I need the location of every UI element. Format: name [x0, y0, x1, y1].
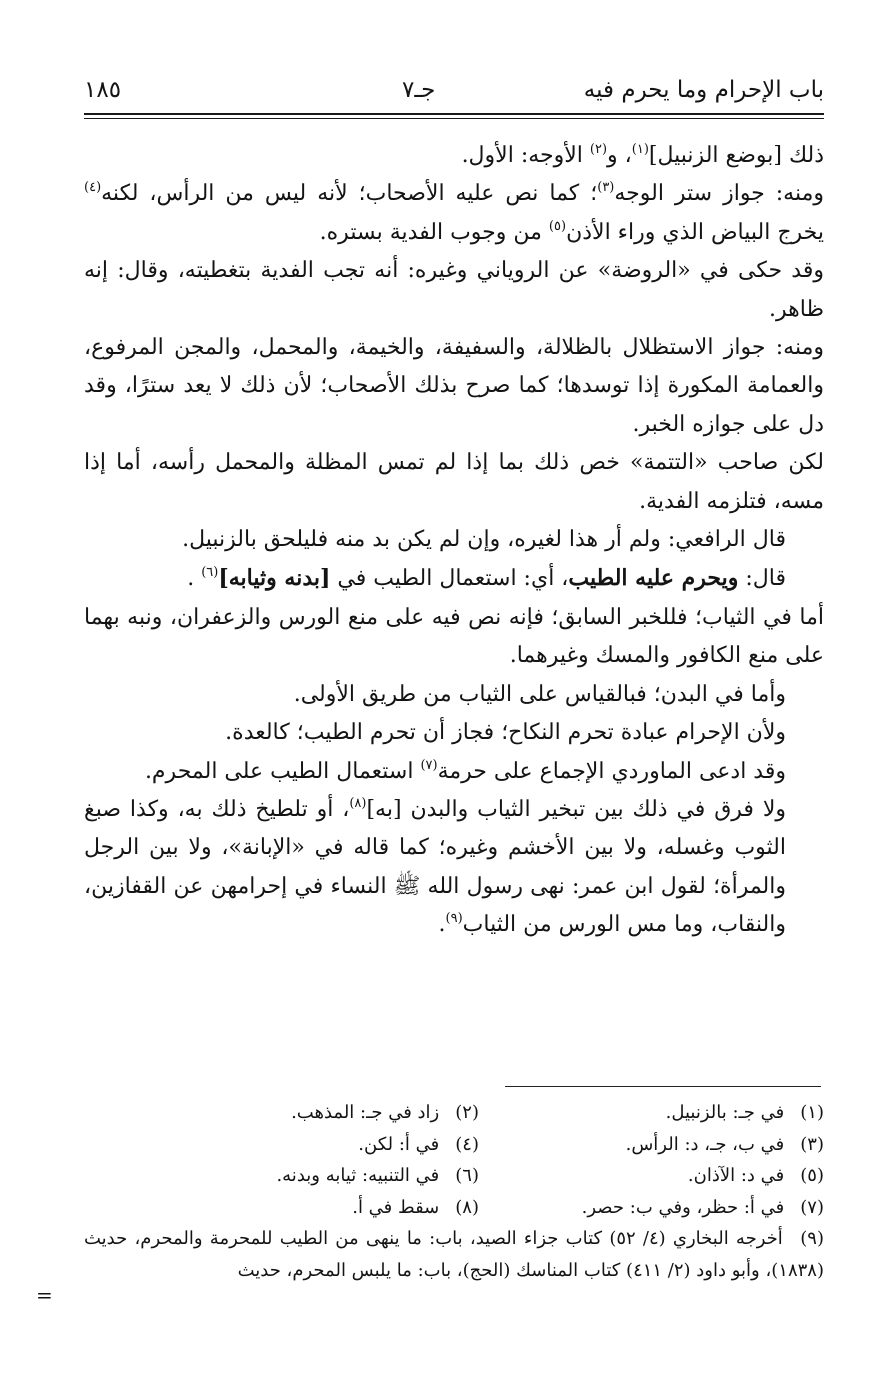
chapter-title: باب الإحرام وما يحرم فيه: [583, 77, 824, 103]
footnote-row: [84, 1192, 824, 1224]
volume-label: جـ٧: [402, 77, 436, 103]
footnote-1: (١) في جـ: بالزنبيل.: [665, 1102, 824, 1123]
header-rule-thick: [84, 113, 824, 115]
footnote-row: [84, 1160, 824, 1192]
header-rule-thin: [84, 118, 824, 119]
paragraph-1: ذلك [بوضع الزنبيل]$^{(١)}$، و$^{(٢)}$ الأوجه: الأول.: [461, 142, 824, 168]
paragraph-12: ولا فرق في ذلك بين تبخير الثياب والبدن [به]$^{(٨)}$، أو تلطيخ ذلك به، وكذا صبغ الثوب وغسله، ولا بين الأخشم وغيره؛ كما قاله في «الإبانة»، ولا بين الرجل والمرأة؛ لقول ابن عمر: نهى رسول الله ﷺ النساء في إحرامهن عن القفازين، والنقاب، وما مس الورس من الثياب$^{(٩)}$.: [84, 795, 787, 938]
footnote-row: [84, 1129, 824, 1161]
paragraph-5: لكن صاحب «التتمة» خص ذلك بما إذا لم تمس المظلة والمحمل رأسه، أما إذا مسه، فتلزمه الفدية.: [84, 450, 824, 514]
footnote-4: (٤) في أ: لكن.: [358, 1133, 479, 1155]
footnote-7: (٧) في أ: حظر، وفي ب: حصر.: [581, 1196, 824, 1218]
footnote-6: (٦) في التنبيه: ثيابه وبدنه.: [276, 1165, 479, 1186]
running-header: [84, 72, 824, 112]
paragraph-8: أما في الثياب؛ فللخبر السابق؛ فإنه نص فيه على منع الورس والزعفران، ونبه بهما على منع الكافور والمسك وغيرهما.: [84, 604, 824, 669]
main-text: [84, 137, 824, 945]
paragraph-9: وأما في البدن؛ فبالقياس على الثياب من طريق الأولى.: [293, 681, 786, 707]
footnote-row: [84, 1097, 824, 1129]
footnote-5: (٥) في د: الآذان.: [687, 1165, 824, 1186]
footnote-9: (٩) أخرجه البخاري (٤/ ٥٢) كتاب جزاء الصيد، باب: ما ينهى من الطيب للمحرمة والمحرم، حديث (١٨٣٨)، وأبو داود (٢/ ٤١١) كتاب المناسك (الحج)، باب: ما يلبس المحرم، حديث: [84, 1228, 824, 1281]
paragraph-11: وقد ادعى الماوردي الإجماع على حرمة$^{(٧)}$ استعمال الطيب على المحرم.: [144, 757, 786, 784]
footnote-separator: [505, 1086, 821, 1087]
paragraph-4: ومنه: جواز الاستظلال بالظلالة، والسفيفة، والخيمة، والمحمل، والمجن المرفوع، والعمامة المكورة إذا توسدها؛ كما صرح بذلك الأصحاب؛ لأن ذلك لا يعد سترًا، وقد دل على جوازه الخبر.: [84, 335, 824, 437]
footnote-2: (٢) زاد في جـ: المذهب.: [291, 1102, 479, 1123]
paragraph-7: قال: ويحرم عليه الطيب، أي: استعمال الطيب في [بدنه وثيابه]$^{(٦)}$ .: [187, 565, 786, 592]
continuation-mark: =: [36, 1283, 53, 1307]
paragraph-10: ولأن الإحرام عبادة تحرم النكاح؛ فجاز أن تحرم الطيب؛ كالعدة.: [225, 720, 786, 746]
paragraph-6: قال الرافعي: ولم أر هذا لغيره، وإن لم يكن بد منه فليلحق بالزنبيل.: [182, 527, 786, 553]
paragraph-3: وقد حكى في «الروضة» عن الروياني وغيره: أنه تجب الفدية بتغطيته، وقال: إنه ظاهر.: [84, 258, 824, 322]
footnote-8: (٨) سقط في أ.: [352, 1196, 479, 1218]
footnotes: [84, 1097, 824, 1286]
page-number: ١٨٥: [84, 77, 122, 103]
footnote-3: (٣) في ب، جـ، د: الرأس.: [625, 1133, 824, 1155]
paragraph-2: ومنه: جواز ستر الوجه$^{(٣)}$؛ كما نص عليه الأصحاب؛ لأنه ليس من الرأس، لكنه$^{(٤)}$ يخرج البياض الذي وراء الأذن$^{(٥)}$ من وجوب الفدية بستره.: [84, 180, 824, 245]
